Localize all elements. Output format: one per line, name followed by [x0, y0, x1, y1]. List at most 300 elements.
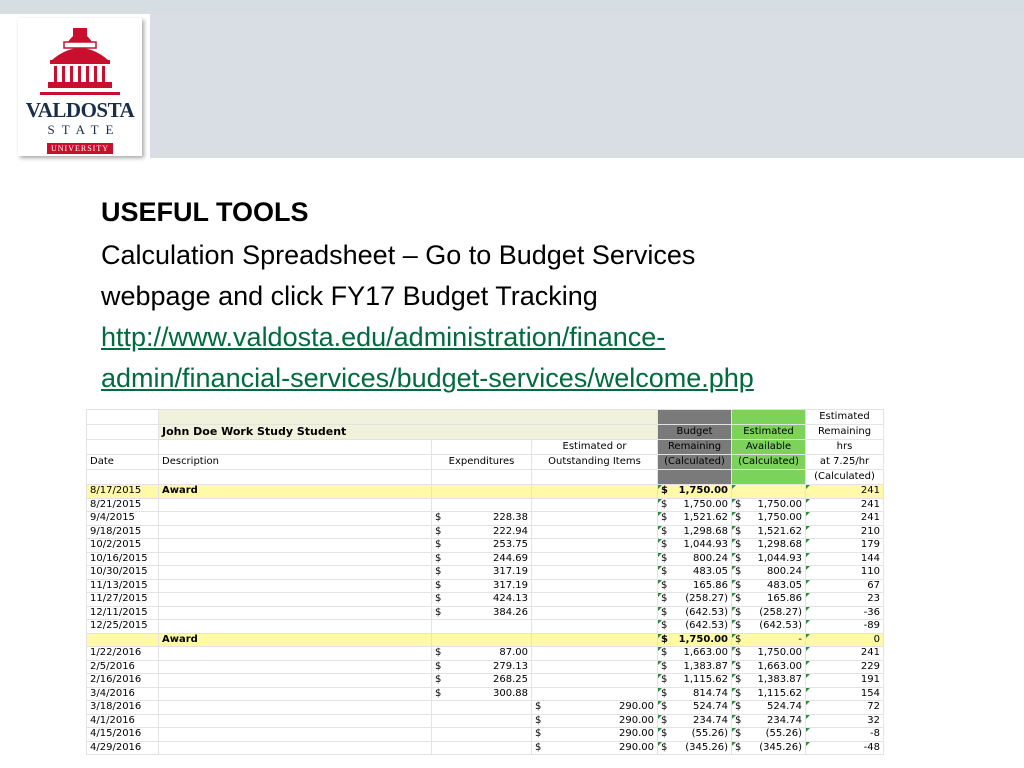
- expenditure-cell-value: [435, 553, 528, 565]
- available-cell: [732, 525, 806, 539]
- available-cell: [732, 674, 806, 688]
- hours-cell: 23: [806, 593, 884, 607]
- budget-cell-value: [661, 634, 728, 646]
- date-cell: 10/16/2015: [87, 552, 159, 566]
- amount: 1,044.93: [757, 552, 802, 564]
- currency-symbol: $: [735, 674, 742, 686]
- budget-cell-value: [661, 566, 728, 578]
- cell: [87, 470, 159, 485]
- available-cell: [732, 552, 806, 566]
- budget-tracking-spreadsheet: [86, 409, 884, 755]
- hours-cell: 241: [806, 498, 884, 512]
- available-cell: [732, 741, 806, 755]
- amount: 228.38: [493, 512, 528, 524]
- out-header-2: Outstanding Items: [532, 455, 658, 470]
- currency-symbol: $: [435, 687, 442, 699]
- available-cell: [732, 579, 806, 593]
- outstanding-cell: [532, 620, 658, 634]
- budget-cell: [658, 525, 732, 539]
- currency-symbol: $: [735, 714, 742, 726]
- amount: (258.27): [685, 593, 728, 605]
- amount: 1,750.00: [757, 498, 802, 510]
- budget-cell: [658, 687, 732, 701]
- amount: 87.00: [499, 647, 528, 659]
- desc-cell: [159, 620, 432, 634]
- exp-header: Expenditures: [432, 455, 532, 470]
- hours-cell: 154: [806, 687, 884, 701]
- available-cell-value: [735, 728, 802, 740]
- desc-cell: [159, 593, 432, 607]
- amount: -: [798, 633, 802, 645]
- expenditure-cell: [432, 728, 532, 742]
- header-row-1: [87, 410, 884, 425]
- available-cell: [732, 714, 806, 728]
- desc-cell: [159, 552, 432, 566]
- available-cell-value: [735, 580, 802, 592]
- amount: (258.27): [759, 606, 802, 618]
- budget-link-line-1[interactable]: [101, 322, 665, 353]
- available-cell-value: [735, 553, 802, 565]
- currency-symbol: $: [661, 606, 668, 618]
- available-cell-value: [735, 701, 802, 713]
- budget-cell: [658, 701, 732, 715]
- currency-symbol: $: [661, 674, 668, 686]
- budget-cell: [658, 485, 732, 499]
- top-band: [0, 0, 1024, 14]
- budget-cell: [658, 728, 732, 742]
- hrs-header-3: hrs: [806, 440, 884, 455]
- date-cell: 12/25/2015: [87, 620, 159, 634]
- expenditure-cell: [432, 579, 532, 593]
- available-cell-value: [735, 499, 802, 511]
- amount: (642.53): [759, 620, 802, 632]
- desc-cell: [159, 728, 432, 742]
- desc-header: Description: [159, 455, 432, 470]
- available-cell: [732, 687, 806, 701]
- hrs-header-2: Remaining: [806, 425, 884, 440]
- amount: (345.26): [759, 741, 802, 753]
- hours-cell: 241: [806, 512, 884, 526]
- outstanding-cell: [532, 687, 658, 701]
- available-cell: [732, 647, 806, 661]
- hours-cell: 67: [806, 579, 884, 593]
- budget-cell-value: [661, 499, 728, 511]
- desc-cell: [159, 674, 432, 688]
- hours-cell: 110: [806, 566, 884, 580]
- amount: 384.26: [493, 606, 528, 618]
- budget-cell-value: [661, 674, 728, 686]
- date-cell: 8/21/2015: [87, 498, 159, 512]
- out-header-1: Estimated or: [532, 440, 658, 455]
- amount: 800.24: [693, 552, 728, 564]
- date-cell: 8/17/2015: [87, 485, 159, 499]
- currency-symbol: $: [735, 525, 742, 537]
- available-cell: [732, 633, 806, 647]
- currency-symbol: $: [661, 620, 668, 632]
- expenditure-cell-value: [435, 607, 528, 619]
- amount: 290.00: [619, 714, 654, 726]
- expenditure-cell-value: [435, 526, 528, 538]
- amount: 290.00: [619, 728, 654, 740]
- expenditure-cell-value: [435, 512, 528, 524]
- available-cell: [732, 620, 806, 634]
- desc-cell: [159, 525, 432, 539]
- cell: [732, 470, 806, 485]
- amount: (642.53): [685, 606, 728, 618]
- avl-header-1: Estimated: [732, 425, 806, 440]
- table-row: [87, 633, 884, 647]
- expenditure-cell-value: [435, 674, 528, 686]
- table-row: [87, 606, 884, 620]
- date-cell: 3/4/2016: [87, 687, 159, 701]
- amount: 1,115.62: [683, 674, 728, 686]
- desc-cell: [159, 647, 432, 661]
- bud-header-1: Budget: [658, 425, 732, 440]
- table-row: [87, 512, 884, 526]
- available-cell: [732, 539, 806, 553]
- currency-symbol: $: [735, 606, 742, 618]
- amount: 524.74: [693, 701, 728, 713]
- table-row: [87, 539, 884, 553]
- expenditure-cell: [432, 485, 532, 499]
- outstanding-cell: [532, 566, 658, 580]
- expenditure-cell: [432, 566, 532, 580]
- currency-symbol: $: [661, 512, 668, 524]
- budget-cell-value: [661, 607, 728, 619]
- date-cell: [87, 633, 159, 647]
- available-cell: [732, 606, 806, 620]
- currency-symbol: $: [435, 566, 442, 578]
- budget-cell-value: [661, 688, 728, 700]
- avl-header-3: (Calculated): [732, 455, 806, 470]
- budget-cell: [658, 620, 732, 634]
- currency-symbol: $: [435, 512, 442, 524]
- outstanding-cell: [532, 512, 658, 526]
- available-cell: [732, 566, 806, 580]
- outstanding-cell: [532, 552, 658, 566]
- bud-header-3: (Calculated): [658, 455, 732, 470]
- budget-link-part-2[interactable]: admin/financial-services/budget-services/welcome.php: [101, 363, 754, 393]
- available-cell-value: [735, 688, 802, 700]
- desc-cell: [159, 498, 432, 512]
- budget-cell: [658, 741, 732, 755]
- hrs-header-calc: (Calculated): [806, 470, 884, 485]
- expenditure-cell: [432, 674, 532, 688]
- amount: 165.86: [767, 593, 802, 605]
- date-cell: 4/15/2016: [87, 728, 159, 742]
- budget-cell-value: [661, 701, 728, 713]
- table-row: [87, 687, 884, 701]
- body-line-2: webpage and click FY17 Budget Tracking: [101, 281, 598, 311]
- header-row-4: [87, 455, 884, 470]
- amount: 1,115.62: [757, 687, 802, 699]
- cell: [432, 440, 532, 455]
- amount: 165.86: [693, 579, 728, 591]
- budget-cell-value: [661, 553, 728, 565]
- bud-header-2: Remaining: [658, 440, 732, 455]
- outstanding-cell: [532, 741, 658, 755]
- table-row: [87, 660, 884, 674]
- available-cell-value: [735, 634, 802, 646]
- outstanding-cell: [532, 498, 658, 512]
- available-cell-value: [735, 526, 802, 538]
- hours-cell: -8: [806, 728, 884, 742]
- hours-cell: -48: [806, 741, 884, 755]
- desc-cell: Award: [159, 485, 432, 499]
- amount: 1,298.68: [683, 525, 728, 537]
- budget-cell-value: [661, 647, 728, 659]
- amount: 1,750.00: [678, 485, 728, 497]
- expenditure-cell: [432, 687, 532, 701]
- currency-symbol: $: [661, 741, 668, 753]
- budget-cell: [658, 633, 732, 647]
- outstanding-cell: [532, 660, 658, 674]
- outstanding-cell: [532, 525, 658, 539]
- amount: 1,298.68: [757, 539, 802, 551]
- desc-cell: [159, 606, 432, 620]
- available-cell: [732, 593, 806, 607]
- outstanding-cell: [532, 728, 658, 742]
- cell: [87, 440, 159, 455]
- currency-symbol: $: [735, 566, 742, 578]
- university-logo: [18, 18, 142, 156]
- expenditure-cell: [432, 647, 532, 661]
- currency-symbol: $: [735, 741, 742, 753]
- amount: 234.74: [767, 714, 802, 726]
- currency-symbol: $: [735, 593, 742, 605]
- available-cell: [732, 728, 806, 742]
- currency-symbol: $: [661, 539, 668, 551]
- currency-symbol: $: [735, 660, 742, 672]
- available-cell: [732, 498, 806, 512]
- sheet-title: John Doe Work Study Student: [159, 425, 658, 440]
- expenditure-cell: [432, 701, 532, 715]
- amount: 253.75: [493, 539, 528, 551]
- currency-symbol: $: [661, 714, 668, 726]
- budget-link-part-1[interactable]: http://www.valdosta.edu/administration/finance-: [101, 322, 666, 352]
- budget-cell: [658, 714, 732, 728]
- table-row: [87, 674, 884, 688]
- cell: [159, 470, 432, 485]
- currency-symbol: $: [661, 579, 668, 591]
- budget-cell-value: [661, 715, 728, 727]
- expenditure-cell-value: [435, 661, 528, 673]
- budget-cell-value: [661, 728, 728, 740]
- date-cell: 3/18/2016: [87, 701, 159, 715]
- currency-symbol: $: [435, 647, 442, 659]
- table-row: [87, 728, 884, 742]
- amount: 244.69: [493, 552, 528, 564]
- table-row: [87, 566, 884, 580]
- currency-symbol: $: [435, 593, 442, 605]
- date-cell: 4/29/2016: [87, 741, 159, 755]
- budget-link-line-2[interactable]: [101, 363, 754, 394]
- date-cell: 4/1/2016: [87, 714, 159, 728]
- desc-cell: [159, 539, 432, 553]
- amount: 424.13: [493, 593, 528, 605]
- amount: 1,750.00: [757, 647, 802, 659]
- expenditure-cell: [432, 539, 532, 553]
- currency-symbol: $: [661, 633, 668, 645]
- expenditure-cell-value: [435, 566, 528, 578]
- date-cell: 10/30/2015: [87, 566, 159, 580]
- table-row: [87, 579, 884, 593]
- budget-cell: [658, 552, 732, 566]
- table-row: [87, 701, 884, 715]
- currency-symbol: $: [661, 566, 668, 578]
- amount: 1,044.93: [683, 539, 728, 551]
- hours-cell: 229: [806, 660, 884, 674]
- currency-symbol: $: [535, 728, 542, 740]
- budget-cell-value: [661, 593, 728, 605]
- amount: 483.05: [767, 579, 802, 591]
- budget-cell: [658, 674, 732, 688]
- date-cell: 10/2/2015: [87, 539, 159, 553]
- outstanding-cell-value: [535, 728, 654, 740]
- desc-cell: [159, 579, 432, 593]
- table-row: [87, 525, 884, 539]
- budget-cell-value: [661, 661, 728, 673]
- amount: 290.00: [619, 701, 654, 713]
- currency-symbol: $: [735, 539, 742, 551]
- outstanding-cell-value: [535, 701, 654, 713]
- logo-name-top: VALDOSTA: [25, 98, 135, 122]
- table-row: [87, 593, 884, 607]
- outstanding-cell: [532, 647, 658, 661]
- amount: 290.00: [619, 741, 654, 753]
- currency-symbol: $: [535, 714, 542, 726]
- hours-cell: 241: [806, 485, 884, 499]
- amount: 222.94: [493, 525, 528, 537]
- currency-symbol: $: [735, 633, 742, 645]
- slide-heading: USEFUL TOOLS: [101, 197, 309, 227]
- hrs-header-4: [806, 455, 884, 470]
- available-cell-value: [735, 566, 802, 578]
- budget-cell: [658, 579, 732, 593]
- available-cell-value: [735, 715, 802, 727]
- amount: 234.74: [693, 714, 728, 726]
- cell: [658, 410, 732, 425]
- expenditure-cell: [432, 741, 532, 755]
- expenditure-cell: [432, 633, 532, 647]
- amount: 268.25: [493, 674, 528, 686]
- date-cell: 11/27/2015: [87, 593, 159, 607]
- hours-cell: 210: [806, 525, 884, 539]
- expenditure-cell: [432, 512, 532, 526]
- header-band: [150, 0, 1024, 158]
- amount: (55.26): [691, 728, 728, 740]
- amount: 1,383.87: [757, 674, 802, 686]
- budget-cell-value: [661, 580, 728, 592]
- hours-cell: 72: [806, 701, 884, 715]
- sheet-rows: [87, 485, 884, 755]
- currency-symbol: $: [435, 525, 442, 537]
- available-cell-value: [735, 607, 802, 619]
- budget-cell-value: [661, 485, 728, 497]
- amount: 524.74: [767, 701, 802, 713]
- available-cell: [732, 485, 806, 499]
- expenditure-cell: [432, 714, 532, 728]
- date-cell: 2/5/2016: [87, 660, 159, 674]
- outstanding-cell: [532, 701, 658, 715]
- amount: 317.19: [493, 579, 528, 591]
- expenditure-cell: [432, 606, 532, 620]
- expenditure-cell-value: [435, 593, 528, 605]
- hours-cell: 241: [806, 647, 884, 661]
- expenditure-cell: [432, 620, 532, 634]
- available-cell: [732, 701, 806, 715]
- expenditure-cell-value: [435, 580, 528, 592]
- budget-cell: [658, 539, 732, 553]
- budget-cell-value: [661, 620, 728, 632]
- amount: (345.26): [685, 741, 728, 753]
- currency-symbol: $: [735, 687, 742, 699]
- header-row-3: [87, 440, 884, 455]
- available-cell: [732, 660, 806, 674]
- available-cell: [732, 512, 806, 526]
- cell: [432, 470, 532, 485]
- amount: 1,750.00: [683, 498, 728, 510]
- desc-cell: [159, 566, 432, 580]
- amount: 1,750.00: [757, 512, 802, 524]
- budget-cell: [658, 593, 732, 607]
- hours-cell: 191: [806, 674, 884, 688]
- expenditure-cell: [432, 593, 532, 607]
- date-cell: 1/22/2016: [87, 647, 159, 661]
- header-row-5: [87, 470, 884, 485]
- table-row: [87, 741, 884, 755]
- expenditure-cell-value: [435, 647, 528, 659]
- available-cell-value: [735, 539, 802, 551]
- currency-symbol: $: [661, 687, 668, 699]
- amount: 317.19: [493, 566, 528, 578]
- budget-cell: [658, 512, 732, 526]
- available-cell-value: [735, 661, 802, 673]
- table-row: [87, 714, 884, 728]
- amount: 1,521.62: [683, 512, 728, 524]
- available-cell-value: [735, 512, 802, 524]
- desc-cell: [159, 714, 432, 728]
- outstanding-cell: [532, 674, 658, 688]
- hours-cell: -36: [806, 606, 884, 620]
- currency-symbol: $: [535, 701, 542, 713]
- expenditure-cell: [432, 525, 532, 539]
- amount: 1,663.00: [683, 647, 728, 659]
- expenditure-cell: [432, 498, 532, 512]
- hours-cell: 0: [806, 633, 884, 647]
- avl-header-2: Available: [732, 440, 806, 455]
- amount: (55.26): [765, 728, 802, 740]
- outstanding-cell: [532, 633, 658, 647]
- outstanding-cell-value: [535, 715, 654, 727]
- desc-cell: [159, 512, 432, 526]
- outstanding-cell: [532, 539, 658, 553]
- budget-cell: [658, 566, 732, 580]
- currency-symbol: $: [435, 674, 442, 686]
- currency-symbol: $: [661, 728, 668, 740]
- expenditure-cell: [432, 660, 532, 674]
- currency-symbol: $: [661, 498, 668, 510]
- table-row: [87, 552, 884, 566]
- hours-cell: 179: [806, 539, 884, 553]
- currency-symbol: $: [435, 579, 442, 591]
- currency-symbol: $: [435, 552, 442, 564]
- cell: [732, 410, 806, 425]
- currency-symbol: $: [661, 485, 668, 497]
- currency-symbol: $: [735, 552, 742, 564]
- date-cell: 12/11/2015: [87, 606, 159, 620]
- cell: [87, 410, 159, 425]
